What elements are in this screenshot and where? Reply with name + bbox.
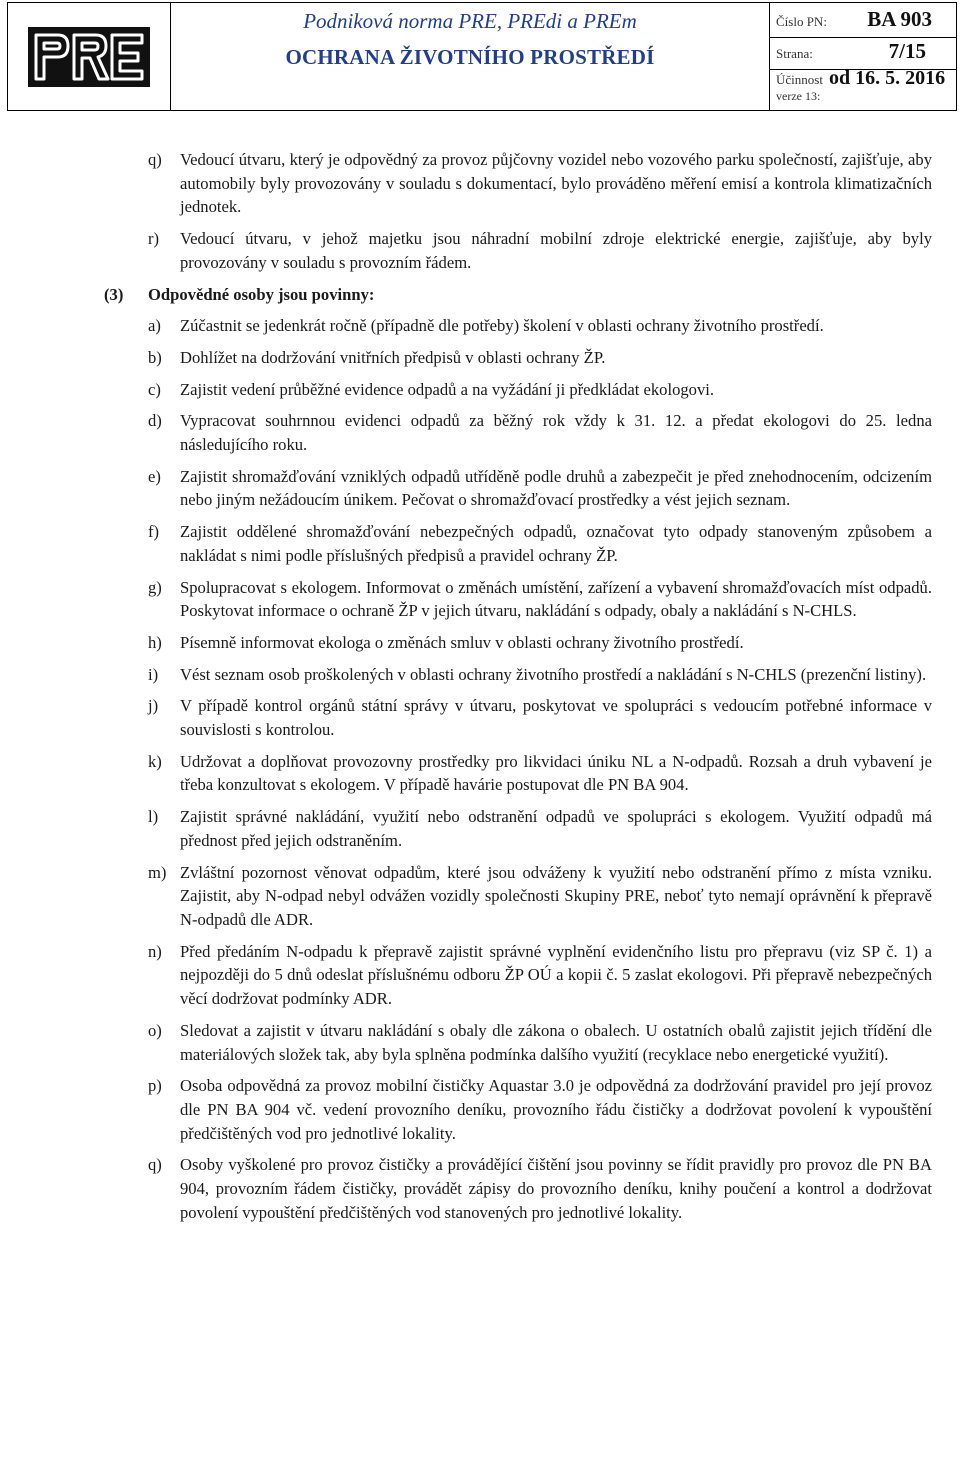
item-letter: i)	[148, 664, 159, 684]
item-text: Vedoucí útvaru, který je odpovědný za provoz půjčovny vozidel nebo vozového parku společností, zajišťuje, aby automobily byly provozovány v souladu s dokumentací, bylo prováděno měření emisí a kontrola klimatizačních jednotek.	[180, 150, 932, 217]
ucinnost-row	[776, 67, 950, 90]
cislo-value: BA 903	[867, 7, 932, 31]
list-item	[148, 148, 932, 219]
item-letter: d)	[148, 411, 162, 431]
list-item	[148, 227, 932, 274]
item-letter: m)	[148, 862, 167, 882]
list-item	[148, 631, 932, 655]
section-heading-text: Odpovědné osoby jsou povinny:	[148, 284, 375, 304]
item-letter: r)	[148, 229, 160, 249]
item-text: Sledovat a zajistit v útvaru nakládání s obaly dle zákona o obalech. U ostatních obalů zajistit jejich třídění dle materiálových složek tak, aby byla splněna podmínka dalšího využití (recyklace nebo energetické využití).	[180, 1020, 932, 1064]
document-title: OCHRANA ŽIVOTNÍHO PROSTŘEDÍ	[285, 45, 655, 69]
strana-row	[776, 39, 950, 64]
item-text: Vést seznam osob proškolených v oblasti ochrany životního prostředí a nakládání s N-CHLS (prezenční listiny).	[180, 664, 927, 684]
item-letter: b)	[148, 347, 162, 367]
list-item	[148, 1074, 932, 1145]
ucinnost-value: od 16. 5. 2016	[828, 67, 946, 89]
item-text: Osoby vyškolené pro provoz čističky a provádějící čištění jsou povinny se řídit pravidly pro provoz dle PN BA 904, provozním řádem čističky, provádět zápisy do provozního deníku, knihy poučení a kontrol a dodržovat povolení vypouštění předčištěných vod stanovených pro jednotlivé lokality.	[180, 1155, 932, 1222]
list-item	[148, 694, 932, 741]
item-text: Spolupracovat s ekologem. Informovat o změnách umístění, zařízení a vybavení shromažďovacích míst odpadů. Poskytovat informace o ochraně ŽP v jejich útvaru, nakládání s odpady, obaly a nakládání s N-CHLS.	[180, 577, 932, 621]
item-letter: k)	[148, 751, 162, 771]
list-item	[148, 346, 932, 370]
item-letter: o)	[148, 1020, 162, 1040]
document-body	[104, 148, 932, 1232]
section-number: (3)	[104, 284, 124, 304]
cislo-label: Číslo PN:	[776, 14, 827, 29]
item-text: Zúčastnit se jedenkrát ročně (případně dle potřeby) školení v oblasti ochrany životního prostředí.	[180, 316, 824, 336]
ucinnost-label: Účinnost	[776, 72, 823, 87]
item-text: Písemně informovat ekologa o změnách smluv v oblasti ochrany životního prostředí.	[180, 632, 744, 652]
item-letter: h)	[148, 632, 162, 652]
item-letter: c)	[148, 379, 161, 399]
norm-line: Podniková norma PRE, PREdi a PREm	[303, 9, 637, 33]
section-heading	[104, 283, 932, 307]
verze-label: verze 13:	[776, 89, 821, 103]
list-item	[148, 750, 932, 797]
list-item	[148, 520, 932, 567]
info-divider	[770, 37, 956, 38]
item-text: Vedoucí útvaru, v jehož majetku jsou náhradní mobilní zdroje elektrické energie, zajišťuje, aby byly provozovány v souladu s provozním řádem.	[180, 229, 932, 272]
item-text: Osoba odpovědná za provoz mobilní čističky Aquastar 3.0 je odpovědná za dodržování pravidel pro její provoz dle PN BA 904 vč. vedení provozního deníku, provozního řádu čističky a dodržovat povolení k vypouštění předčištěných vod pro jednotlivé lokality.	[180, 1076, 932, 1143]
item-text: V případě kontrol orgánů státní správy v útvaru, poskytovat ve spolupráci s vedoucím potřebné informace v souvislosti s kontrolou.	[180, 696, 932, 740]
document-header	[7, 2, 957, 111]
list-item	[148, 805, 932, 852]
title-cell	[171, 3, 770, 110]
item-letter: q)	[148, 150, 162, 169]
item-text: Zajistit vedení průběžné evidence odpadů a na vyžádání ji předkládat ekologovi.	[180, 379, 715, 399]
item-letter: l)	[148, 807, 159, 827]
list-item	[148, 409, 932, 456]
item-letter: g)	[148, 577, 162, 597]
list-item	[148, 940, 932, 1011]
item-letter: n)	[148, 941, 162, 961]
item-text: Zajistit shromažďování vzniklých odpadů utříděně podle druhů a zabezpečit je před znehodnocením, odcizením nebo jiným nežádoucím únikem. Pečovat o shromažďovací prostředky a vést jejich seznam.	[180, 466, 932, 510]
list-item	[148, 314, 932, 338]
list-item	[148, 378, 932, 402]
item-letter: e)	[148, 466, 161, 486]
item-letter: p)	[148, 1076, 162, 1096]
item-letter: q)	[148, 1155, 162, 1175]
strana-label: Strana:	[776, 46, 813, 61]
item-text: Dohlížet na dodržování vnitřních předpisů v oblasti ochrany ŽP.	[180, 347, 606, 367]
list-item	[148, 465, 932, 512]
section-items	[148, 314, 932, 1224]
logo-cell	[8, 3, 171, 110]
list-item	[148, 663, 932, 687]
item-text: Zajistit správné nakládání, využití nebo odstranění odpadů ve spolupráci s ekologem. Využití odpadů má přednost před jejich odstraněním.	[180, 807, 932, 850]
item-text: Udržovat a doplňovat provozovny prostředky pro likvidaci úniku NL a N-odpadů. Rozsah a druh vybavení je třeba konzultovat s ekologem. V případě havárie postupovat dle PN BA 904.	[180, 751, 932, 795]
list-item	[148, 861, 932, 932]
item-text: Před předáním N-odpadu k přepravě zajistit správné vyplnění evidenčního listu pro přepravu (viz SP č. 1) a nejpozději do 5 dnů odeslat příslušnému odboru ŽP OÚ a kopii č. 5 zaslat ekologovi. Při přepravě nebezpečných věcí dodržovat podmínky ADR.	[180, 941, 932, 1009]
list-item	[148, 1153, 932, 1224]
item-letter: j)	[148, 696, 159, 716]
list-item	[148, 576, 932, 623]
item-text: Zvláštní pozornost věnovat odpadům, které jsou odváženy k využití nebo odstranění přímo z místa vzniku. Zajistit, aby N-odpad nebyl odvážen vozidly společnosti Skupiny PRE, neboť tyto nemají oprávnění k přepravě N-odpadů dle ADR.	[180, 862, 932, 929]
item-letter: f)	[148, 522, 160, 542]
item-text: Vypracovat souhrnnou evidenci odpadů za běžný rok vždy k 31. 12. a předat ekologovi do 25. ledna následujícího roku.	[180, 411, 932, 455]
list-item	[148, 1019, 932, 1066]
cislo-row	[776, 7, 950, 32]
item-letter: a)	[148, 316, 161, 336]
item-text: Zajistit oddělené shromažďování nebezpečných odpadů, označovat tyto odpady stanoveným způsobem a nakládat s nimi podle příslušných předpisů a pravidel ochrany ŽP.	[180, 522, 932, 565]
pre-logo-icon	[28, 27, 150, 87]
strana-value: 7/15	[888, 39, 926, 63]
verze-row	[776, 89, 950, 104]
info-cell	[770, 3, 956, 110]
